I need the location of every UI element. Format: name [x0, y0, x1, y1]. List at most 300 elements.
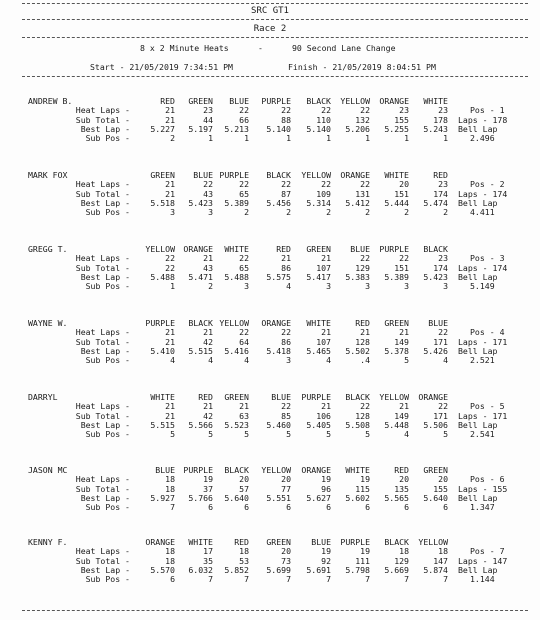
sub-total-value: 171	[433, 410, 448, 421]
driver-name: JASON MC	[28, 465, 68, 475]
bell-lap-label: Bell Lap	[458, 197, 498, 208]
sub-pos-value: 5	[443, 429, 448, 440]
best-lap-value: 5.197	[188, 123, 213, 134]
lane-color-header: PURPLE	[301, 392, 331, 402]
lane-color-header: ORANGE	[301, 465, 331, 475]
total-laps: Laps - 155	[458, 483, 508, 494]
lane-color-header: ORANGE	[261, 318, 291, 328]
sub-total-value: 43	[203, 262, 213, 273]
sub-total-value: 77	[281, 483, 291, 494]
heat-laps-value: 22	[360, 105, 370, 116]
heat-laps-label: Heat Laps -	[75, 179, 130, 190]
sub-pos-value: 2	[170, 133, 175, 144]
event-title: SRC GT1	[251, 6, 289, 16]
sub-pos-value: 5	[365, 429, 370, 440]
heat-laps-value: 23	[438, 105, 448, 116]
best-lap-value: 5.474	[423, 197, 448, 208]
sub-total-value: 110	[316, 114, 331, 125]
heat-laps-value: 22	[281, 401, 291, 412]
lane-color-header: GREEN	[266, 537, 291, 547]
bell-lap-label: Bell Lap	[458, 271, 498, 282]
bell-lap-time: 1.347	[470, 502, 495, 513]
sub-total-value: 151	[394, 262, 409, 273]
sub-total-value: 64	[239, 336, 249, 347]
heat-laps-value: 22	[239, 253, 249, 264]
best-lap-value: 5.423	[423, 271, 448, 282]
lane-color-header: GREEN	[384, 318, 409, 328]
sub-total-value: 57	[239, 483, 249, 494]
sub-pos-value: 7	[208, 574, 213, 585]
best-lap-value: 5.508	[345, 419, 370, 430]
heat-laps-label: Heat Laps -	[75, 327, 130, 338]
heat-laps-value: 22	[281, 327, 291, 338]
heat-laps-value: 20	[438, 474, 448, 485]
lane-color-header: WHITE	[423, 96, 448, 106]
sub-pos-value: 4	[443, 355, 448, 366]
best-lap-value: 5.456	[266, 197, 291, 208]
best-lap-value: 5.640	[423, 492, 448, 503]
lane-color-header: YELLOW	[301, 170, 331, 180]
bell-lap-label: Bell Lap	[458, 492, 498, 503]
best-lap-value: 6.032	[188, 564, 213, 575]
bell-lap-time: 2.521	[470, 355, 495, 366]
heat-laps-label: Heat Laps -	[75, 474, 130, 485]
best-lap-value: 5.566	[188, 419, 213, 430]
lane-color-header: WHITE	[306, 318, 331, 328]
lane-color-header: PURPLE	[183, 465, 213, 475]
best-lap-value: 5.410	[150, 345, 175, 356]
sub-pos-value: 3	[244, 281, 249, 292]
sub-pos-label: Sub Pos -	[85, 281, 130, 292]
best-lap-value: 5.506	[423, 419, 448, 430]
lane-color-header: BLUE	[193, 170, 213, 180]
best-lap-value: 5.465	[306, 345, 331, 356]
sub-total-value: 85	[281, 410, 291, 421]
heat-laps-value: 20	[281, 546, 291, 557]
best-lap-value: 5.515	[188, 345, 213, 356]
heat-laps-value: 22	[239, 327, 249, 338]
position: Pos - 6	[470, 474, 505, 485]
sub-total-value: 129	[394, 555, 409, 566]
sub-total-value: 21	[165, 188, 175, 199]
total-laps: Laps - 171	[458, 336, 508, 347]
best-lap-label: Best Lap -	[80, 419, 130, 430]
divider	[22, 19, 528, 20]
best-lap-value: 5.874	[423, 564, 448, 575]
heat-laps-value: 22	[360, 253, 370, 264]
lane-color-header: BLUE	[311, 537, 331, 547]
sub-pos-value: 4	[208, 355, 213, 366]
heat-laps-value: 19	[321, 546, 331, 557]
finish-time: Finish - 21/05/2019 8:04:51 PM	[288, 62, 436, 72]
bell-lap-label: Bell Lap	[458, 123, 498, 134]
sub-total-value: 174	[433, 262, 448, 273]
sub-pos-label: Sub Pos -	[85, 502, 130, 513]
lane-color-header: WHITE	[384, 170, 409, 180]
sub-pos-value: 2	[404, 207, 409, 218]
heat-laps-value: 20	[239, 474, 249, 485]
sub-pos-value: 6	[404, 502, 409, 513]
best-lap-value: 5.551	[266, 492, 291, 503]
sub-total-value: 18	[165, 483, 175, 494]
bell-lap-time: 4.411	[470, 207, 495, 218]
sub-total-value: 151	[394, 188, 409, 199]
heat-laps-label: Heat Laps -	[75, 546, 130, 557]
lane-color-header: GREEN	[150, 170, 175, 180]
sub-total-value: 86	[281, 336, 291, 347]
heat-laps-value: 18	[399, 546, 409, 557]
sub-pos-value: 3	[286, 355, 291, 366]
heat-laps-label: Heat Laps -	[75, 401, 130, 412]
sub-pos-value: 5	[244, 429, 249, 440]
heat-laps-value: 23	[203, 105, 213, 116]
best-lap-label: Best Lap -	[80, 564, 130, 575]
sub-total-value: 66	[239, 114, 249, 125]
lane-color-header: RED	[234, 537, 249, 547]
best-lap-value: 5.602	[345, 492, 370, 503]
sub-total-value: 21	[165, 410, 175, 421]
best-lap-label: Best Lap -	[80, 123, 130, 134]
best-lap-value: 5.691	[306, 564, 331, 575]
sub-total-value: 65	[239, 262, 249, 273]
bell-lap-time: 2.541	[470, 429, 495, 440]
position: Pos - 4	[470, 327, 505, 338]
sub-pos-value: 6	[208, 502, 213, 513]
divider	[22, 76, 528, 77]
sub-pos-label: Sub Pos -	[85, 574, 130, 585]
lane-color-header: YELLOW	[145, 244, 175, 254]
best-lap-value: 5.206	[345, 123, 370, 134]
heat-laps-value: 22	[321, 179, 331, 190]
sub-total-value: 107	[316, 262, 331, 273]
heat-laps-value: 21	[321, 253, 331, 264]
sub-total-value: 128	[355, 336, 370, 347]
sub-total-value: 42	[203, 410, 213, 421]
best-lap-value: 5.523	[224, 419, 249, 430]
position: Pos - 7	[470, 546, 505, 557]
driver-name: MARK FOX	[28, 170, 68, 180]
heat-laps-value: 21	[281, 253, 291, 264]
sub-total-value: 42	[203, 336, 213, 347]
best-lap-value: 5.227	[150, 123, 175, 134]
sub-pos-value: 7	[365, 574, 370, 585]
best-lap-value: 5.471	[188, 271, 213, 282]
lane-color-header: BLACK	[423, 244, 448, 254]
sub-total-value: 21	[165, 336, 175, 347]
total-laps: Laps - 174	[458, 188, 508, 199]
sub-pos-label: Sub Pos -	[85, 133, 130, 144]
total-laps: Laps - 174	[458, 262, 508, 273]
heat-laps-value: 18	[165, 474, 175, 485]
lane-color-header: PURPLE	[145, 318, 175, 328]
best-lap-value: 5.565	[384, 492, 409, 503]
heat-laps-value: 21	[239, 401, 249, 412]
lane-color-header: BLACK	[345, 392, 370, 402]
best-lap-value: 5.389	[384, 271, 409, 282]
sub-total-value: 178	[433, 114, 448, 125]
sub-pos-value: 3	[443, 281, 448, 292]
heat-laps-value: 22	[321, 105, 331, 116]
sub-pos-label: Sub Pos -	[85, 429, 130, 440]
lane-color-header: BLUE	[229, 96, 249, 106]
heat-laps-value: 22	[281, 179, 291, 190]
best-lap-value: 5.444	[384, 197, 409, 208]
sub-total-value: 53	[239, 555, 249, 566]
sub-total-value: 128	[355, 410, 370, 421]
best-lap-value: 5.243	[423, 123, 448, 134]
heat-laps-value: 19	[203, 474, 213, 485]
sub-pos-value: 3	[326, 281, 331, 292]
lane-color-header: GREEN	[306, 244, 331, 254]
sub-total-value: 18	[165, 555, 175, 566]
sub-total-value: 171	[433, 336, 448, 347]
lane-color-header: WHITE	[150, 392, 175, 402]
sub-pos-value: 7	[404, 574, 409, 585]
sub-pos-value: 2	[443, 207, 448, 218]
best-lap-value: 5.640	[224, 492, 249, 503]
sub-total-value: 73	[281, 555, 291, 566]
lane-color-header: PURPLE	[379, 244, 409, 254]
best-lap-value: 5.314	[306, 197, 331, 208]
sub-pos-value: 7	[286, 574, 291, 585]
sub-total-value: 63	[239, 410, 249, 421]
heat-laps-value: 18	[239, 546, 249, 557]
lane-color-header: YELLOW	[261, 465, 291, 475]
sub-total-value: 155	[394, 114, 409, 125]
lane-color-header: GREEN	[188, 96, 213, 106]
best-lap-value: 5.423	[188, 197, 213, 208]
position: Pos - 2	[470, 179, 505, 190]
heat-laps-value: 21	[203, 253, 213, 264]
best-lap-value: 5.412	[345, 197, 370, 208]
lane-color-header: BLACK	[224, 465, 249, 475]
lane-color-header: BLACK	[188, 318, 213, 328]
lane-color-header: BLACK	[306, 96, 331, 106]
driver-name: KENNY F.	[28, 537, 68, 547]
sub-pos-value: 7	[170, 502, 175, 513]
best-lap-value: 5.426	[423, 345, 448, 356]
heat-laps-value: 22	[239, 105, 249, 116]
heat-laps-value: 22	[165, 253, 175, 264]
lane-color-header: YELLOW	[418, 537, 448, 547]
heat-laps-value: 22	[438, 401, 448, 412]
driver-name: DARRYL	[28, 392, 58, 402]
sub-total-value: 135	[394, 483, 409, 494]
lane-color-header: RED	[433, 170, 448, 180]
sub-pos-value: 1	[326, 133, 331, 144]
sub-pos-value: 1	[208, 133, 213, 144]
best-lap-value: 5.699	[266, 564, 291, 575]
sub-pos-value: 3	[404, 281, 409, 292]
best-lap-value: 5.488	[224, 271, 249, 282]
sub-pos-label: Sub Pos -	[85, 207, 130, 218]
heat-laps-value: 19	[360, 546, 370, 557]
position: Pos - 1	[470, 105, 505, 116]
heat-laps-value: 23	[438, 253, 448, 264]
bell-lap-label: Bell Lap	[458, 564, 498, 575]
best-lap-value: 5.927	[150, 492, 175, 503]
best-lap-value: 5.798	[345, 564, 370, 575]
heat-laps-value: 20	[399, 474, 409, 485]
heat-laps-value: 21	[321, 327, 331, 338]
lane-color-header: BLUE	[428, 318, 448, 328]
bell-lap-label: Bell Lap	[458, 419, 498, 430]
position: Pos - 3	[470, 253, 505, 264]
sub-pos-value: 4	[286, 281, 291, 292]
lane-color-header: GREEN	[423, 465, 448, 475]
sub-total-value: 96	[321, 483, 331, 494]
sub-pos-value: 6	[170, 574, 175, 585]
heats-format: 8 x 2 Minute Heats	[140, 43, 229, 53]
lane-color-header: RED	[160, 96, 175, 106]
heat-laps-value: 21	[399, 327, 409, 338]
lane-color-header: RED	[355, 318, 370, 328]
sub-pos-value: 5	[286, 429, 291, 440]
sub-pos-value: .4	[360, 355, 370, 366]
sub-total-value: 106	[316, 410, 331, 421]
sub-total-value: 44	[203, 114, 213, 125]
heat-laps-value: 19	[321, 474, 331, 485]
sub-pos-value: 6	[286, 502, 291, 513]
heat-laps-value: 21	[399, 401, 409, 412]
sub-pos-value: 5	[404, 355, 409, 366]
sub-total-value: 109	[316, 188, 331, 199]
lane-color-header: YELLOW	[379, 392, 409, 402]
sub-pos-value: 1	[443, 133, 448, 144]
lane-color-header: ORANGE	[145, 537, 175, 547]
sub-pos-value: 1	[170, 281, 175, 292]
lane-color-header: BLACK	[266, 170, 291, 180]
lane-color-header: WHITE	[224, 244, 249, 254]
sub-total-value: 43	[203, 188, 213, 199]
best-lap-value: 5.140	[306, 123, 331, 134]
lane-color-header: BLUE	[271, 392, 291, 402]
sub-total-value: 131	[355, 188, 370, 199]
best-lap-label: Best Lap -	[80, 345, 130, 356]
sub-total-value: 129	[355, 262, 370, 273]
position: Pos - 5	[470, 401, 505, 412]
heat-laps-value: 22	[360, 179, 370, 190]
sub-total-label: Sub Total -	[75, 410, 130, 421]
best-lap-value: 5.518	[150, 197, 175, 208]
heat-laps-value: 19	[360, 474, 370, 485]
heat-laps-value: 22	[203, 179, 213, 190]
sub-pos-value: 7	[244, 574, 249, 585]
heat-laps-label: Heat Laps -	[75, 105, 130, 116]
heat-laps-value: 20	[399, 179, 409, 190]
sub-pos-value: 4	[326, 355, 331, 366]
sub-pos-value: 1	[404, 133, 409, 144]
sub-total-value: 115	[355, 483, 370, 494]
driver-name: ANDREW B.	[28, 96, 73, 106]
sub-pos-value: 5	[170, 429, 175, 440]
best-lap-value: 5.213	[224, 123, 249, 134]
sub-total-label: Sub Total -	[75, 483, 130, 494]
lane-color-header: RED	[276, 244, 291, 254]
top-divider	[22, 3, 528, 4]
sub-total-value: 111	[355, 555, 370, 566]
best-lap-value: 5.389	[224, 197, 249, 208]
lane-color-header: ORANGE	[379, 96, 409, 106]
sub-pos-value: 7	[326, 574, 331, 585]
best-lap-value: 5.575	[266, 271, 291, 282]
best-lap-value: 5.627	[306, 492, 331, 503]
heat-laps-value: 20	[281, 474, 291, 485]
sub-pos-value: 6	[443, 502, 448, 513]
best-lap-value: 5.383	[345, 271, 370, 282]
format-separator: -	[258, 43, 263, 53]
heat-laps-value: 23	[399, 105, 409, 116]
lane-color-header: ORANGE	[183, 244, 213, 254]
divider	[22, 37, 528, 38]
sub-total-label: Sub Total -	[75, 262, 130, 273]
lane-color-header: WHITE	[345, 465, 370, 475]
heat-laps-label: Heat Laps -	[75, 253, 130, 264]
bell-lap-time: 2.496	[470, 133, 495, 144]
sub-pos-label: Sub Pos -	[85, 355, 130, 366]
sub-pos-value: 5	[208, 429, 213, 440]
lane-color-header: ORANGE	[340, 170, 370, 180]
sub-total-value: 132	[355, 114, 370, 125]
sub-total-value: 88	[281, 114, 291, 125]
heat-laps-value: 21	[165, 105, 175, 116]
sub-total-value: 149	[394, 410, 409, 421]
sub-total-value: 35	[203, 555, 213, 566]
best-lap-value: 5.488	[150, 271, 175, 282]
sub-pos-value: 2	[365, 207, 370, 218]
heat-laps-value: 22	[438, 327, 448, 338]
lane-color-header: WHITE	[188, 537, 213, 547]
heat-laps-value: 21	[321, 401, 331, 412]
sub-pos-value: 1	[286, 133, 291, 144]
lane-color-header: RED	[198, 392, 213, 402]
best-lap-value: 5.405	[306, 419, 331, 430]
bell-lap-label: Bell Lap	[458, 345, 498, 356]
sub-total-value: 174	[433, 188, 448, 199]
bell-lap-time: 5.149	[470, 281, 495, 292]
heat-laps-value: 21	[203, 327, 213, 338]
sub-total-value: 87	[281, 188, 291, 199]
sub-total-value: 107	[316, 336, 331, 347]
best-lap-value: 5.852	[224, 564, 249, 575]
heat-laps-value: 22	[239, 179, 249, 190]
lane-color-header: YELLOW	[219, 318, 249, 328]
sub-total-value: 155	[433, 483, 448, 494]
best-lap-value: 5.515	[150, 419, 175, 430]
best-lap-label: Best Lap -	[80, 271, 130, 282]
heat-laps-value: 21	[165, 179, 175, 190]
sub-total-value: 86	[281, 262, 291, 273]
sub-pos-value: 4	[170, 355, 175, 366]
sub-pos-value: 1	[244, 133, 249, 144]
total-laps: Laps - 171	[458, 410, 508, 421]
sub-pos-value: 3	[170, 207, 175, 218]
lane-color-header: RED	[394, 465, 409, 475]
sub-pos-value: 6	[244, 502, 249, 513]
best-lap-value: 5.766	[188, 492, 213, 503]
sub-pos-value: 4	[244, 355, 249, 366]
heat-laps-value: 18	[165, 546, 175, 557]
sub-total-value: 21	[165, 114, 175, 125]
best-lap-label: Best Lap -	[80, 492, 130, 503]
heat-laps-value: 22	[360, 401, 370, 412]
heat-laps-value: 22	[399, 253, 409, 264]
heat-laps-value: 21	[360, 327, 370, 338]
best-lap-value: 5.416	[224, 345, 249, 356]
heat-laps-value: 17	[203, 546, 213, 557]
sub-pos-value: 2	[326, 207, 331, 218]
driver-name: GREGG T.	[28, 244, 68, 254]
